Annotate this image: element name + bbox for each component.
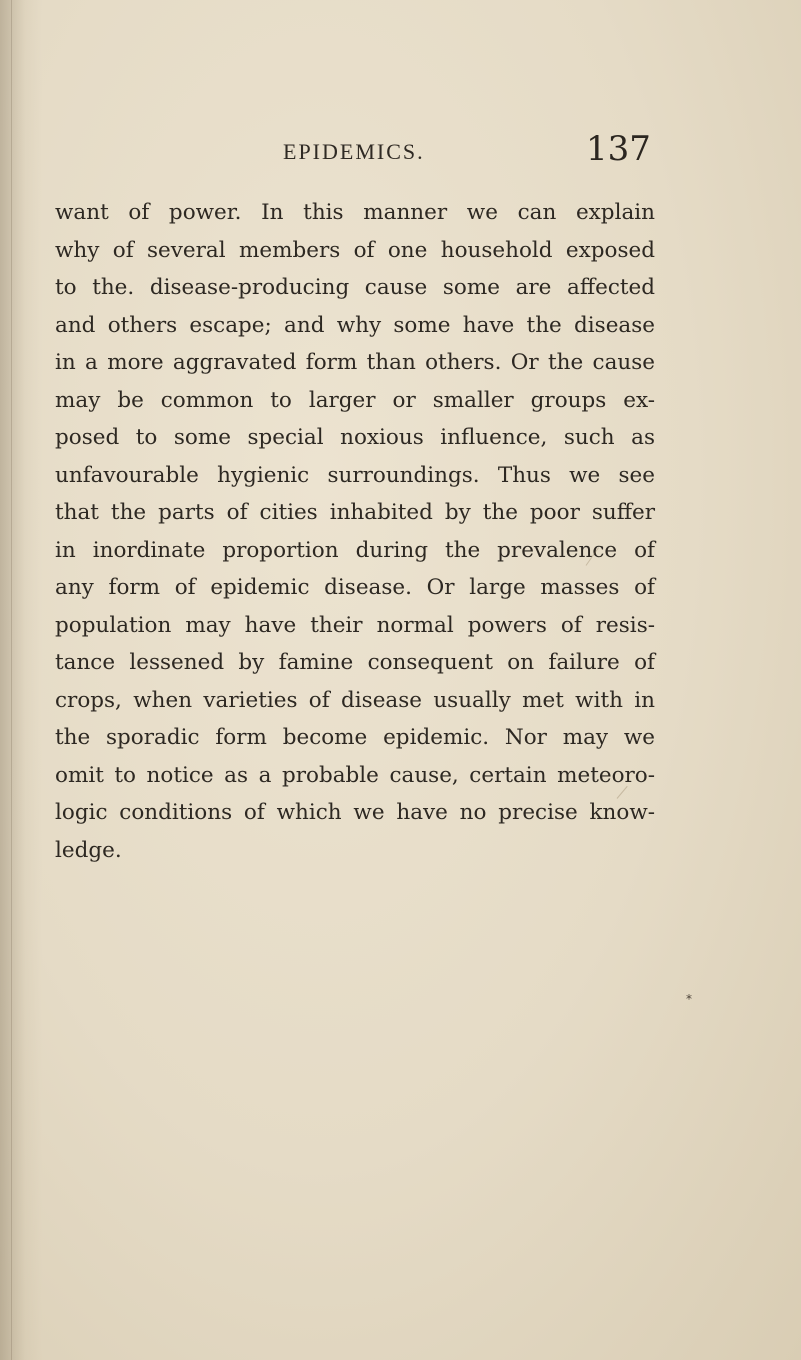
running-title: EPIDEMICS. <box>283 139 425 164</box>
text-line: the sporadic form become epidemic. Nor may we <box>55 725 655 750</box>
page-number: 137 <box>586 129 651 169</box>
text-line: to the. disease-producing cause some are affected <box>55 275 655 300</box>
page-gutter-shadow <box>0 0 42 1360</box>
text-line: logic conditions of which we have no precise know- <box>55 800 655 825</box>
text-line: want of power. In this manner we can explain <box>55 200 655 225</box>
body-paragraph <box>55 194 655 869</box>
text-line: tance lessened by famine consequent on failure of <box>55 650 655 675</box>
text-line: may be common to larger or smaller groups ex- <box>55 387 655 413</box>
text-line: ledge. <box>55 837 122 863</box>
text-line: in a more aggravated form than others. Or the cause <box>55 350 655 375</box>
text-line: unfavourable hygienic surroundings. Thus we see <box>55 462 655 488</box>
text-line: omit to notice as a probable cause, certain meteoro- <box>55 762 655 788</box>
page-edge-line <box>11 0 12 1360</box>
page-header <box>0 125 801 175</box>
text-line: and others escape; and why some have the disease <box>55 312 655 338</box>
text-line: any form of epidemic disease. Or large masses of <box>55 575 655 600</box>
text-line: why of several members of one household exposed <box>55 237 655 263</box>
text-line: that the parts of cities inhabited by the poor suffer <box>55 500 655 525</box>
text-line: in inordinate proportion during the prevalence of <box>55 537 655 563</box>
text-line: population may have their normal powers of resis- <box>55 612 655 638</box>
text-line: posed to some special noxious influence, such as <box>55 425 655 450</box>
stray-ink-mark: * <box>686 992 692 1006</box>
text-line: crops, when varieties of disease usually met with in <box>55 687 655 713</box>
